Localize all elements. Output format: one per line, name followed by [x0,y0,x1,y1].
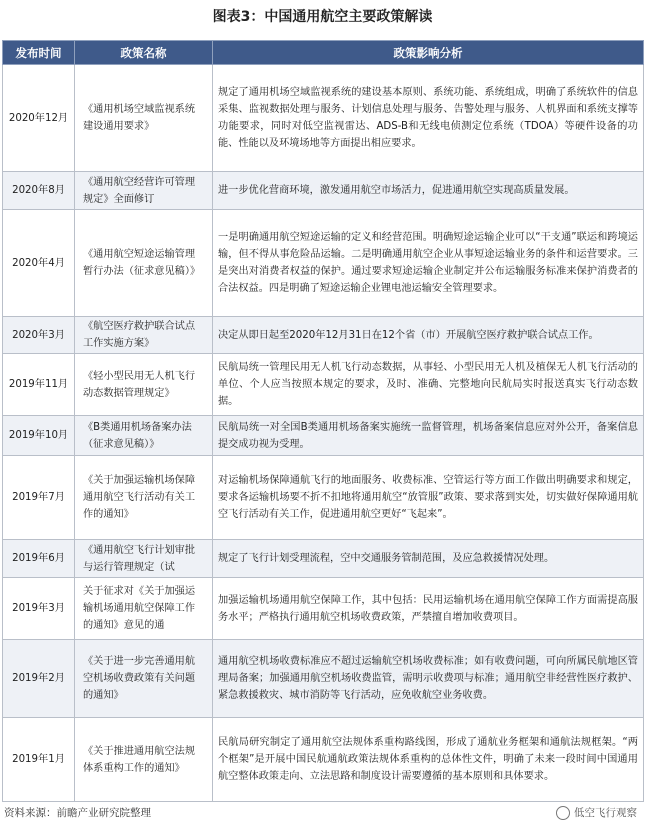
table-row [3,416,644,456]
row-policy-name: 《关于推进通用航空法规体系重构工作的通知》 [75,718,213,802]
row-policy-name: 《通用航空短途运输管理暂行办法（征求意见稿）》 [75,210,213,317]
row-date: 2020年8月 [3,172,75,210]
table-row [3,210,644,317]
row-analysis: 进一步优化营商环境，激发通用航空市场活力，促进通用航空实现高质量发展。 [213,172,644,210]
row-policy-name: 《关于进一步完善通用航空机场收费政策有关问题的通知》 [75,640,213,718]
row-policy-name: 《轻小型民用无人机飞行动态数据管理规定》 [75,354,213,416]
header-name: 政策名称 [75,41,213,65]
page-title: 图表3：中国通用航空主要政策解读 [212,9,433,25]
policy-table [2,40,644,802]
watermark-text: 低空飞行观察 [574,807,637,819]
row-analysis: 加强运输机场通用航空保障工作，其中包括：民用运输机场在通用航空保障工作方面需提高服务水平；严格执行通用航空机场收费政策，严禁擅自增加收费项目。 [213,578,644,640]
table-header-row [3,41,644,65]
row-date: 2019年11月 [3,354,75,416]
row-analysis: 民航局研究制定了通用航空法规体系重构路线图，形成了通航业务框架和通航法规框架。“两个框架”是开展中国民航通航政策法规体系重构的总体性文件，明确了未来一段时间中国通用航空整体政策走向、立法思路和制度设计需要遵循的基本原则和具体要求。 [213,718,644,802]
row-analysis: 规定了通用机场空域监视系统的建设基本原则、系统功能、系统组成，明确了系统软件的信息采集、监视数据处理与服务、计划信息处理与服务、告警处理与服务、人机界面和系统支撑等功能要求，同时对低空监视雷达、ADS-B和无线电侦测定位系统（TDOA）等硬件设备的功能、性能以及环境场地等方面提出相应要求。 [213,65,644,172]
row-date: 2019年2月 [3,640,75,718]
row-analysis: 决定从即日起至2020年12月31日在12个省（市）开展航空医疗救护联合试点工作。 [213,317,644,354]
wechat-icon [556,806,570,820]
table-row [3,578,644,640]
row-policy-name: 《通用航空经营许可管理规定》全面修订 [75,172,213,210]
header-date: 发布时间 [3,41,75,65]
row-date: 2019年7月 [3,456,75,540]
row-policy-name: 《通用航空飞行计划审批与运行管理规定（试 [75,540,213,578]
table-row [3,640,644,718]
row-analysis: 规定了飞行计划受理流程，空中交通服务管制范围，及应急救援情况处理。 [213,540,644,578]
row-analysis: 民航局统一对全国B类通用机场备案实施统一监督管理，机场备案信息应对外公开，备案信息提交成功视为受理。 [213,416,644,456]
watermark [556,805,637,820]
table-row [3,172,644,210]
row-date: 2020年12月 [3,65,75,172]
row-date: 2020年4月 [3,210,75,317]
table-row [3,65,644,172]
row-policy-name: 《通用机场空域监视系统建设通用要求》 [75,65,213,172]
row-policy-name: 《关于加强运输机场保障通用航空飞行活动有关工作的通知》 [75,456,213,540]
table-row [3,456,644,540]
row-date: 2019年1月 [3,718,75,802]
row-policy-name: 《航空医疗救护联合试点工作实施方案》 [75,317,213,354]
row-analysis: 对运输机场保障通航飞行的地面服务、收费标准、空管运行等方面工作做出明确要求和规定，要求各运输机场要不折不扣地将通用航空“放管服”政策、要求落到实处，切实做好保障通用航空飞行活动有关工作，促进通用航空更好“飞起来”。 [213,456,644,540]
row-date: 2019年6月 [3,540,75,578]
row-date: 2019年3月 [3,578,75,640]
row-analysis: 民航局统一管理民用无人机飞行动态数据，从事轻、小型民用无人机及植保无人机飞行活动的单位、个人应当按照本规定的要求，及时、准确、完整地向民航局实时报送真实飞行动态数据。 [213,354,644,416]
row-policy-name: 《B类通用机场备案办法（征求意见稿）》 [75,416,213,456]
table-row [3,317,644,354]
source-note: 资料来源：前瞻产业研究院整理 [4,807,151,819]
row-analysis: 一是明确通用航空短途运输的定义和经营范围。明确短途运输企业可以“干支通”联运和跨境运输，但不得从事危险品运输。二是明确通用航空企业从事短途运输业务的条件和运营要求。三是突出对消费者权益的保护。通过要求短途运输企业制定并公布运输服务标准来保护消费者的合法权益。四是明确了短途运输企业锂电池运输安全管理要求。 [213,210,644,317]
table-row [3,718,644,802]
row-date: 2020年3月 [3,317,75,354]
row-date: 2019年10月 [3,416,75,456]
row-analysis: 通用航空机场收费标准应不超过运输航空机场收费标准；如有收费问题，可向所属民航地区管理局备案；加强通用航空机场收费监管，需明示收费项与标准；通用航空非经营性医疗救护、紧急救援救灾、城市消防等飞行活动，应免收航空业务收费。 [213,640,644,718]
table-row [3,540,644,578]
table-row [3,354,644,416]
row-policy-name: 关于征求对《关于加强运输机场通用航空保障工作的通知》意见的通 [75,578,213,640]
header-analysis: 政策影响分析 [213,41,644,65]
